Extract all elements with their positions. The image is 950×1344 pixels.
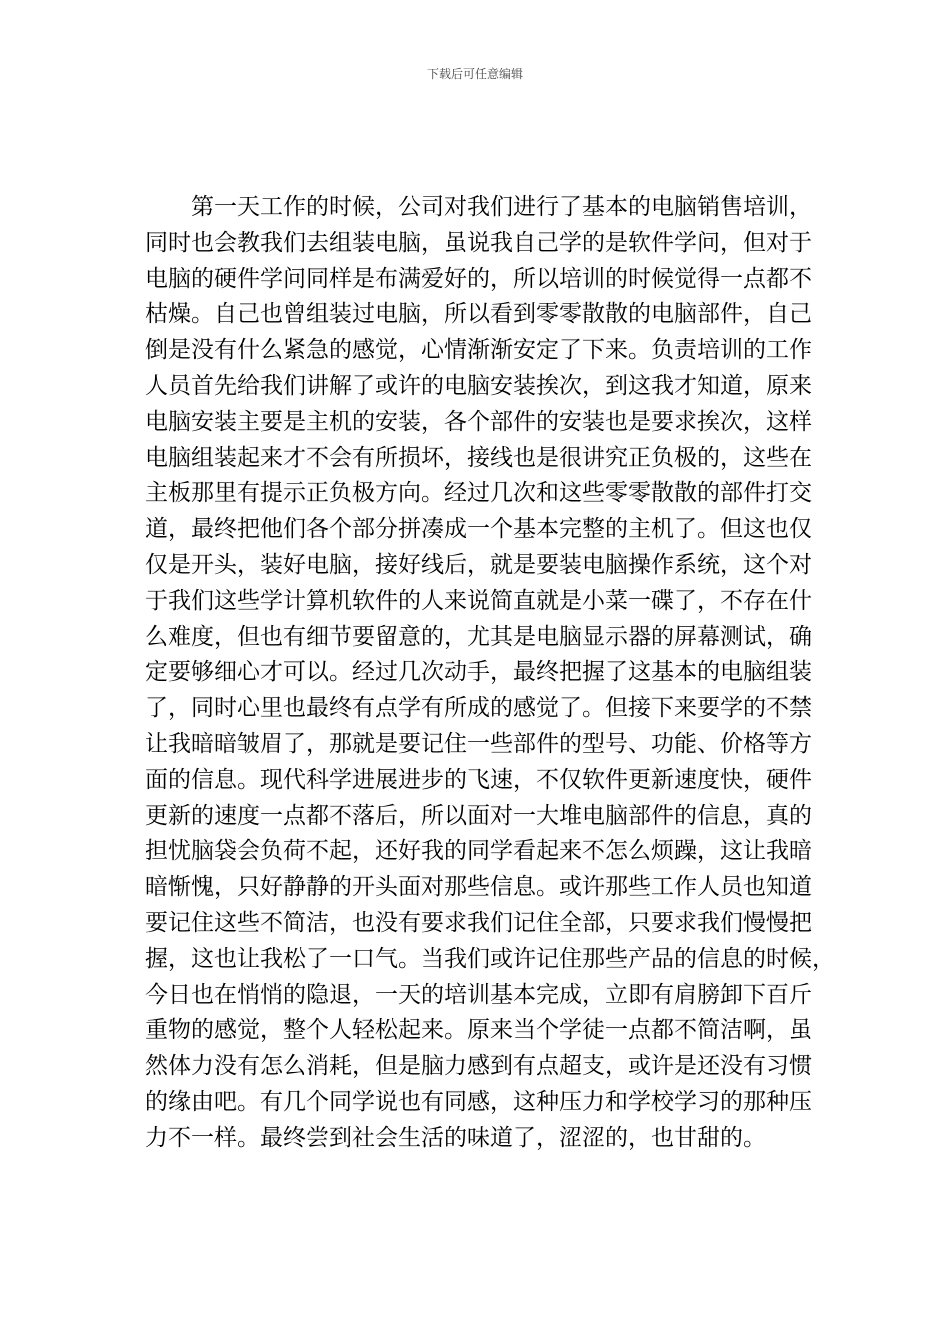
- text-line: 同时也会教我们去组装电脑，虽说我自己学的是软件学问，但对于: [145, 229, 812, 256]
- text-line: 于我们这些学计算机软件的人来说简直就是小菜一碟了，不存在什: [145, 587, 812, 614]
- text-line: 枯燥。自己也曾组装过电脑，所以看到零零散散的电脑部件，自己: [145, 301, 812, 328]
- text-line: 今日也在悄悄的隐退，一天的培训基本完成，立即有肩膀卸下百斤: [145, 981, 812, 1008]
- text-line: 电脑的硬件学问同样是布满爱好的，所以培训的时候觉得一点都不: [145, 265, 812, 292]
- text-line: 倒是没有什么紧急的感觉，心情渐渐安定了下来。负责培训的工作: [145, 337, 812, 364]
- text-line: 电脑安装主要是主机的安装，各个部件的安装也是要求挨次，这样: [145, 408, 812, 435]
- text-line: 面的信息。现代科学进展进步的飞速，不仅软件更新速度快，硬件: [145, 766, 812, 793]
- text-line: 主板那里有提示正负极方向。经过几次和这些零零散散的部件打交: [145, 480, 812, 507]
- text-line: 暗惭愧，只好静静的开头面对那些信息。或许那些工作人员也知道: [145, 874, 812, 901]
- text-line: 更新的速度一点都不落后，所以面对一大堆电脑部件的信息，真的: [145, 802, 812, 829]
- text-line: 仅是开头，装好电脑，接好线后，就是要装电脑操作系统，这个对: [145, 551, 812, 578]
- text-line: 了，同时心里也最终有点学有所成的感觉了。但接下来要学的不禁: [145, 695, 812, 722]
- text-line: 么难度，但也有细节要留意的，尤其是电脑显示器的屏幕测试，确: [145, 623, 812, 650]
- text-line: 定要够细心才可以。经过几次动手，最终把握了这基本的电脑组装: [145, 659, 812, 686]
- text-line: 道，最终把他们各个部分拼凑成一个基本完整的主机了。但这也仅: [145, 516, 812, 543]
- text-line: 握，这也让我松了一口气。当我们或许记住那些产品的信息的时候，: [145, 945, 835, 972]
- text-line: 电脑组装起来才不会有所损坏，接线也是很讲究正负极的，这些在: [145, 444, 812, 471]
- text-line: 的缘由吧。有几个同学说也有同感，这种压力和学校学习的那种压: [145, 1088, 812, 1115]
- text-line: 要记住这些不简洁，也没有要求我们记住全部，只要求我们慢慢把: [145, 909, 812, 936]
- header-note: 下载后可任意编辑: [426, 67, 523, 81]
- text-line: 力不一样。最终尝到社会生活的味道了，涩涩的，也甘甜的。: [145, 1124, 766, 1151]
- text-line: 让我暗暗皱眉了，那就是要记住一些部件的型号、功能、价格等方: [145, 730, 812, 757]
- text-line: 担忧脑袋会负荷不起，还好我的同学看起来不怎么烦躁，这让我暗: [145, 838, 812, 865]
- text-line: 然体力没有怎么消耗，但是脑力感到有点超支，或许是还没有习惯: [145, 1053, 812, 1080]
- text-line: 人员首先给我们讲解了或许的电脑安装挨次，到这我才知道，原来: [145, 372, 812, 399]
- body-paragraph: [145, 190, 835, 1157]
- text-line: 重物的感觉，整个人轻松起来。原来当个学徒一点都不简洁啊，虽: [145, 1017, 812, 1044]
- text-line: 第一天工作的时候，公司对我们进行了基本的电脑销售培训，: [145, 194, 812, 220]
